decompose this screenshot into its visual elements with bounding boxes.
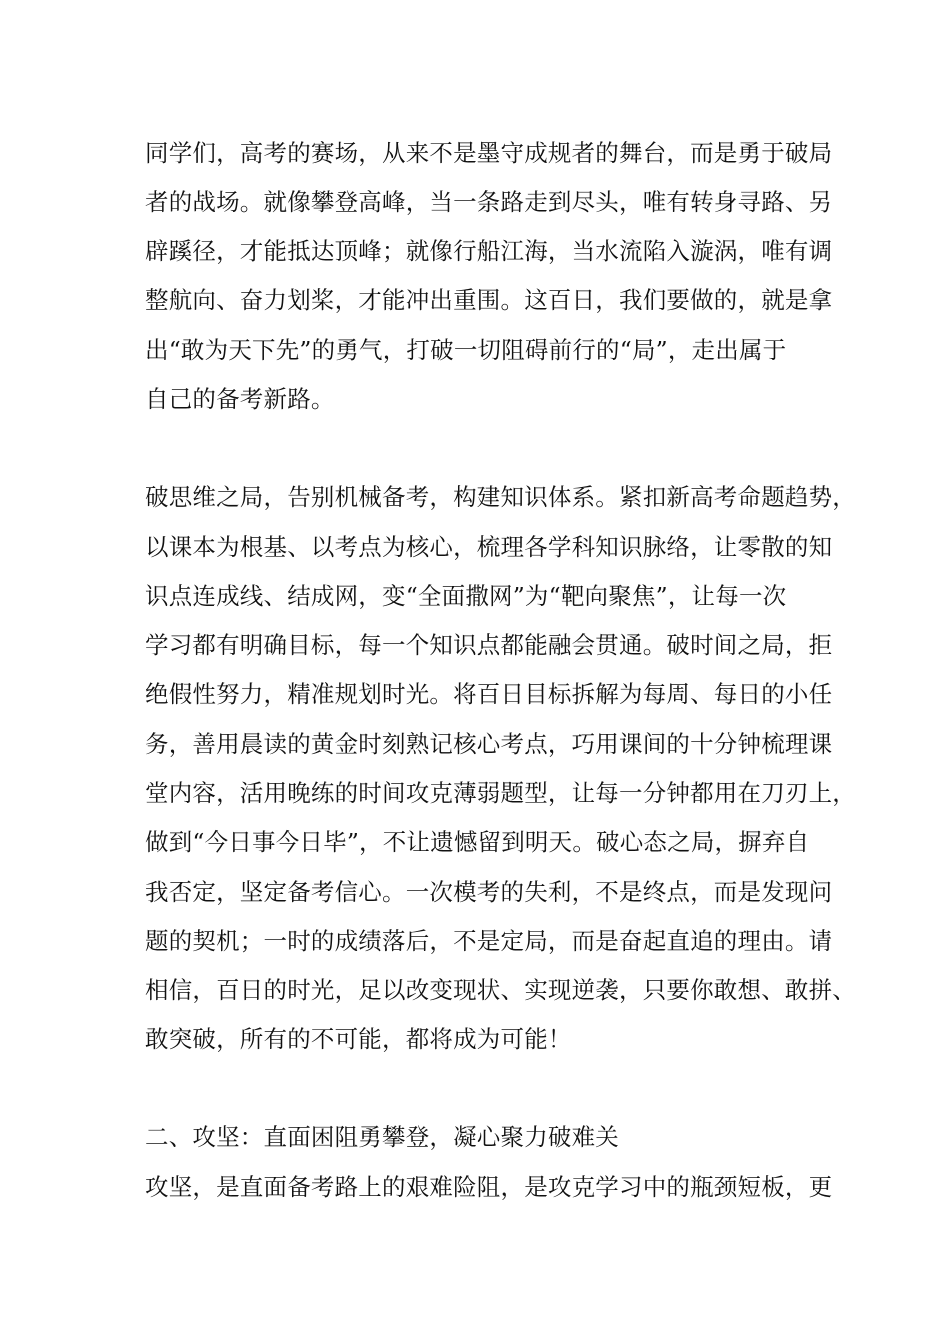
text-line: 相信，百日的时光，足以改变现状、实现逆袭，只要你敢想、敢拼、: [145, 976, 856, 1004]
section-heading: 二、攻坚：直面困阻勇攀登，凝心聚力破难关: [145, 1123, 619, 1151]
text-line: 破思维之局，告别机械备考，构建知识体系。紧扣新高考命题趋势，: [145, 483, 856, 511]
text-line: 同学们，高考的赛场，从来不是墨守成规者的舞台，而是勇于破局: [145, 139, 833, 167]
text-line: 整航向、奋力划桨，才能冲出重围。这百日，我们要做的，就是拿: [145, 286, 833, 314]
text-line: 攻坚，是直面备考路上的艰难险阻，是攻克学习中的瓶颈短板，更: [145, 1173, 833, 1201]
text-line: 堂内容，活用晚练的时间攻克薄弱题型，让每一分钟都用在刀刃上，: [145, 779, 856, 807]
text-line: 学习都有明确目标，每一个知识点都能融会贯通。破时间之局，拒: [145, 631, 833, 659]
text-line: 辟蹊径，才能抵达顶峰；就像行船江海，当水流陷入漩涡，唯有调: [145, 237, 833, 265]
text-line: 自己的备考新路。: [145, 385, 335, 413]
text-line: 敢突破，所有的不可能，都将成为可能！: [145, 1025, 572, 1053]
text-line: 者的战场。就像攀登高峰，当一条路走到尽头，唯有转身寻路、另: [145, 188, 833, 216]
text-line: 出“敢为天下先”的勇气，打破一切阻碍前行的“局”，走出属于: [145, 336, 787, 364]
text-line: 绝假性努力，精准规划时光。将百日目标拆解为每周、每日的小任: [145, 680, 833, 708]
text-line: 我否定，坚定备考信心。一次模考的失利，不是终点，而是发现问: [145, 878, 833, 906]
text-line: 题的契机；一时的成绩落后，不是定局，而是奋起直追的理由。请: [145, 927, 833, 955]
text-line: 务，善用晨读的黄金时刻熟记核心考点，巧用课间的十分钟梳理课: [145, 730, 833, 758]
text-line: 识点连成线、结成网，变“全面撒网”为“靶向聚焦”，让每一次: [145, 582, 787, 610]
text-line: 做到“今日事今日毕”，不让遗憾留到明天。破心态之局，摒弃自: [145, 828, 810, 856]
text-line: 以课本为根基、以考点为核心，梳理各学科知识脉络，让零散的知: [145, 533, 833, 561]
